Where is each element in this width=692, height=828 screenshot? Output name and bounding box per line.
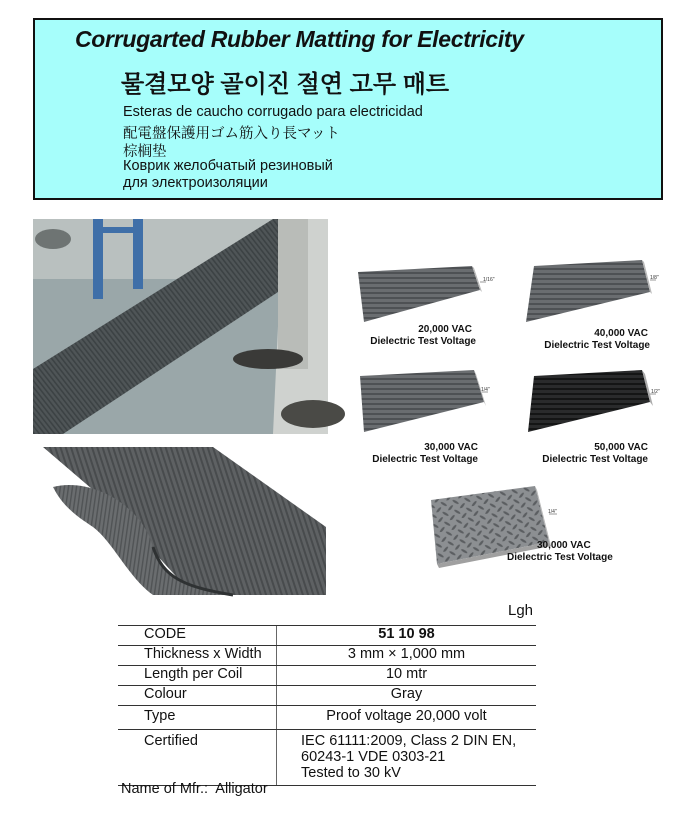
certified-line-1: IEC 61111:2009, Class 2 DIN EN, bbox=[301, 733, 517, 749]
title-english: Corrugarted Rubber Matting for Electricity bbox=[75, 26, 524, 52]
thickness-label-4: 1/2" bbox=[651, 389, 660, 395]
subtitle-russian-2: для электроизоляции bbox=[123, 175, 268, 191]
voltage-5: 30,000 VAC bbox=[537, 540, 591, 551]
subtitle-spanish: Esteras de caucho corrugado para electricidad bbox=[123, 104, 423, 120]
code-value: 51 10 98 bbox=[277, 626, 537, 646]
photo-coiled-mat bbox=[33, 447, 326, 595]
row-value-length: 10 mtr bbox=[277, 666, 537, 686]
row-label-colour: Colour bbox=[118, 686, 277, 706]
table-row bbox=[118, 706, 536, 730]
row-label-type: Type bbox=[118, 706, 277, 730]
photo-mat-in-use bbox=[33, 219, 328, 434]
certified-line-3: Tested to 30 kV bbox=[301, 765, 401, 781]
code-label: CODE bbox=[118, 626, 277, 646]
certified-line-2: 60243-1 VDE 0303-21 bbox=[301, 749, 446, 765]
thickness-label-5: 1/4" bbox=[548, 509, 557, 515]
row-label-thickness: Thickness x Width bbox=[118, 646, 277, 666]
table-row-code bbox=[118, 626, 536, 646]
subtitle-chinese: 棕榈垫 bbox=[123, 144, 167, 160]
table-row bbox=[118, 666, 536, 686]
thickness-label-1: 1/16" bbox=[483, 277, 495, 283]
thickness-label-2: 1/8" bbox=[650, 275, 659, 281]
row-label-length: Length per Coil bbox=[118, 666, 277, 686]
subtitle-japanese: 配電盤保護用ゴム筋入り長マット bbox=[123, 126, 340, 142]
certified-value bbox=[277, 730, 537, 786]
test-label-2: Dielectric Test Voltage bbox=[544, 340, 650, 351]
voltage-3: 30,000 VAC bbox=[424, 442, 478, 453]
spec-table bbox=[118, 625, 536, 786]
mat-sample-4 bbox=[520, 368, 660, 466]
row-value-colour: Gray bbox=[277, 686, 537, 706]
table-row-certified bbox=[118, 730, 536, 786]
test-label-4: Dielectric Test Voltage bbox=[542, 454, 648, 465]
mat-sample-3 bbox=[352, 368, 492, 466]
title-korean: 물결모양 골이진 절연 고무 매트 bbox=[121, 71, 450, 98]
manufacturer: Name of Mfr.: Alligator bbox=[121, 781, 268, 797]
row-value-type: Proof voltage 20,000 volt bbox=[277, 706, 537, 730]
row-value-thickness: 3 mm × 1,000 mm bbox=[277, 646, 537, 666]
voltage-2: 40,000 VAC bbox=[594, 328, 648, 339]
test-label-3: Dielectric Test Voltage bbox=[372, 454, 478, 465]
test-label-5: Dielectric Test Voltage bbox=[507, 552, 613, 563]
test-label-1: Dielectric Test Voltage bbox=[370, 336, 476, 347]
mat-sample-1 bbox=[352, 262, 495, 352]
voltage-4: 50,000 VAC bbox=[594, 442, 648, 453]
voltage-1: 20,000 VAC bbox=[418, 324, 472, 335]
table-row bbox=[118, 646, 536, 666]
table-row bbox=[118, 686, 536, 706]
header-box bbox=[33, 18, 663, 200]
subtitle-russian-1: Коврик желобчатый резиновый bbox=[123, 158, 333, 174]
lgh-label: Lgh bbox=[508, 602, 534, 619]
mat-sample-5 bbox=[425, 484, 635, 574]
mat-sample-2 bbox=[520, 258, 660, 354]
certified-label: Certified bbox=[118, 730, 277, 786]
thickness-label-3: 1/4" bbox=[481, 387, 490, 393]
